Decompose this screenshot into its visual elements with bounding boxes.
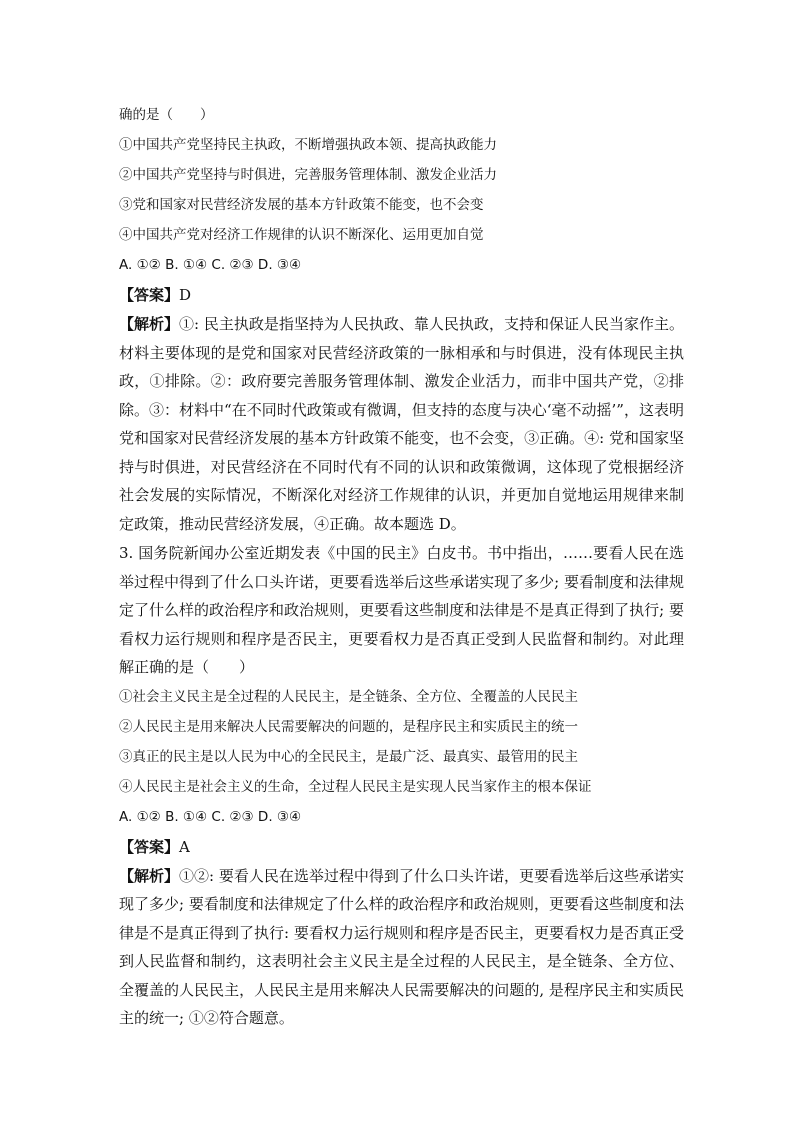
- question-2-option-1: ①中国共产党坚持民主执政，不断增强执政本领、提高执政能力: [119, 137, 497, 153]
- question-3-option-4: ④人民民主是社会主义的生命，全过程人民民主是实现人民当家作主的根本保证: [119, 778, 592, 795]
- analysis-label: 【解析】: [119, 315, 180, 333]
- question-3-analysis: [119, 862, 684, 1033]
- answer-label: 【答案】: [119, 837, 180, 856]
- question-3-option-2: ②人民民主是用来解决人民需要解决的问题的，是程序民主和实质民主的统一: [119, 718, 578, 735]
- question-3-answer: [119, 832, 684, 862]
- answer-value: A: [179, 837, 190, 856]
- question-3-option-1: ①社会主义民主是全过程的人民民主，是全链条、全方位、全覆盖的人民民主: [119, 688, 578, 705]
- question-2-option-3: ③党和国家对民营经济发展的基本方针政策不能变，也不会变: [119, 197, 484, 213]
- answer-value: D: [179, 286, 192, 304]
- question-2-choices: A. ①② B. ①④ C. ②③ D. ③④: [119, 257, 302, 273]
- question-2-option-2: ②中国共产党坚持与时俱进，完善服务管理体制、激发企业活力: [119, 167, 497, 183]
- question-3-option-3: ③真正的民主是以人民为中心的全民民主，是最广泛、最真实、最管用的民主: [119, 748, 578, 765]
- question-3-choices: A. ①② B. ①④ C. ②③ D. ③④: [119, 808, 302, 825]
- question-2-analysis: [119, 310, 684, 538]
- analysis-text: ①②: 要看人民在选举过程中得到了什么口头许诺，更要看选举后这些承诺实现了多少; 要看制度和法律规定了什么样的政治程序和政治规则，更要看这些制度和法律是不是真正得到了执行: 要看权力运行规则和程序是否民主，更要看权力是否真正受到人民监督和制约，这表明社会主义民主是全过程的人民民主，是全链条、全方位、全覆盖的人民民主，人民民主是用来解决人民需要解决的问题的, 是程序民主和实质民主的统一; ①②符合题意。: [119, 866, 684, 1027]
- question-3-stem: 3. 国务院新闻办公室近期发表《中国的民主》白皮书。书中指出，……要看人民在选举过程中得到了什么口头许诺，更要看选举后这些承诺实现了多少; 要看制度和法律规定了什么样的政治程序和政治规则，更要看这些制度和法律是不是真正得到了执行; 要看权力运行规则和程序是否民主，更要看权力是否真正受到人民监督和制约。对此理解正确的是（ ）: [119, 544, 684, 676]
- answer-label: 【答案】: [119, 286, 180, 304]
- question-2-option-4: ④中国共产党对经济工作规律的认识不断深化、运用更加自觉: [119, 227, 484, 243]
- analysis-text: ①: 民主执政是指坚持为人民执政、靠人民执政，支持和保证人民当家作主。材料主要体现的是党和国家对民营经济政策的一脉相承和与时俱进，没有体现民主执政，①排除。②：政府要完善服务管理体制、激发企业活力，而非中国共产党，②排除。③：材料中“在不同时代政策或有微调，但支持的态度与决心‘毫不动摇’”，这表明党和国家对民营经济发展的基本方针政策不能变，也不会变，③正确。④: 党和国家坚持与时俱进，对民营经济在不同时代有不同的认识和政策微调，这体现了党根据经济社会发展的实际情况，不断深化对经济工作规律的认识，并更加自觉地运用规律来制定政策，推动民营经济发展，④正确。故本题选 D。: [119, 315, 684, 533]
- question-2-answer: [119, 280, 684, 310]
- document-page: [119, 100, 684, 1033]
- analysis-label: 【解析】: [119, 866, 180, 885]
- question-2-stem-tail: 确的是（ ）: [119, 107, 214, 123]
